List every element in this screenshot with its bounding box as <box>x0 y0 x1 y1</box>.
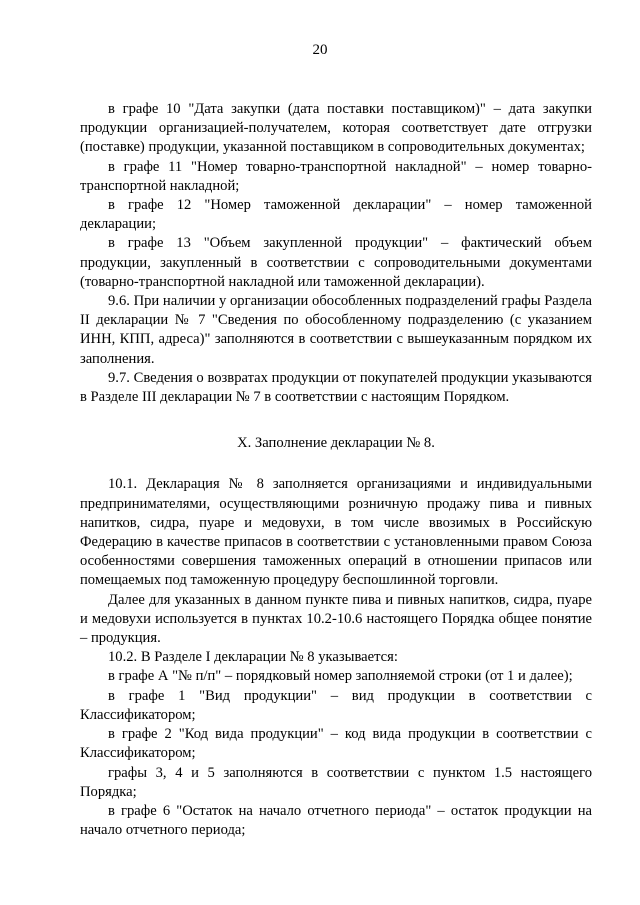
paragraph: в графе 13 "Объем закупленной продукции" – фактический объем продукции, закупленный в соответствии с сопроводительными документами (товарно-транспортной накладной или таможенной декларации). <box>80 235 592 290</box>
paragraph: в графе 10 "Дата закупки (дата поставки поставщиком)" – дата закупки продукции организацией-получателем, которая соответствует дате отгрузки (поставке) продукции, указанной поставщиком в сопроводительных документах; <box>80 101 592 156</box>
paragraph: 9.7. Сведения о возвратах продукции от покупателей продукции указываются в Разделе III декларации № 7 в соответствии с настоящим Порядком. <box>80 369 592 406</box>
paragraph: 10.1. Декларация № 8 заполняется организациями и индивидуальными предпринимателями, осуществляющими розничную продажу пива и пивных напитков, сидра, пуаре и медовухи, в том числе ввозимых в Российскую Федерацию в качестве припасов в соответствии с установленными правом Союза особенностями совершения таможенных операций в отношении припасов или помещаемых под таможенную процедуру беспошлинной торговли. <box>80 476 592 589</box>
paragraph: в графе 12 "Номер таможенной декларации" – номер таможенной декларации; <box>80 197 592 233</box>
paragraph: в графе 6 "Остаток на начало отчетного периода" – остаток продукции на начало отчетного периода; <box>80 802 592 839</box>
paragraph: Далее для указанных в данном пункте пива и пивных напитков, сидра, пуаре и медовухи используется в пунктах 10.2-10.6 настоящего Порядка общее понятие – продукция. <box>80 591 592 647</box>
paragraph: 10.2. В Разделе I декларации № 8 указывается: <box>108 649 398 666</box>
paragraph: в графе 1 "Вид продукции" – вид продукции в соответствии с Классификатором; <box>80 687 592 723</box>
paragraph: 9.6. При наличии у организации обособленных подразделений графы Раздела II декларации № 7 "Сведения по обособленному подразделению (с указанием ИНН, КПП, адреса)" заполняются в соответствии с вышеуказанным порядком их заполнения. <box>80 293 592 367</box>
section-heading: X. Заполнение декларации № 8. <box>237 435 435 452</box>
paragraph: в графе А "№ п/п" – порядковый номер заполняемой строки (от 1 и далее); <box>108 668 573 685</box>
page-content <box>80 100 592 840</box>
paragraph: в графе 2 "Код вида продукции" – код вида продукции в соответствии с Классификатором; <box>80 726 592 762</box>
paragraph: графы 3, 4 и 5 заполняются в соответствии с пунктом 1.5 настоящего Порядка; <box>80 764 592 800</box>
page-number: 20 <box>312 42 328 58</box>
paragraph: в графе 11 "Номер товарно-транспортной накладной" – номер товарно-транспортной накладной; <box>80 158 592 194</box>
